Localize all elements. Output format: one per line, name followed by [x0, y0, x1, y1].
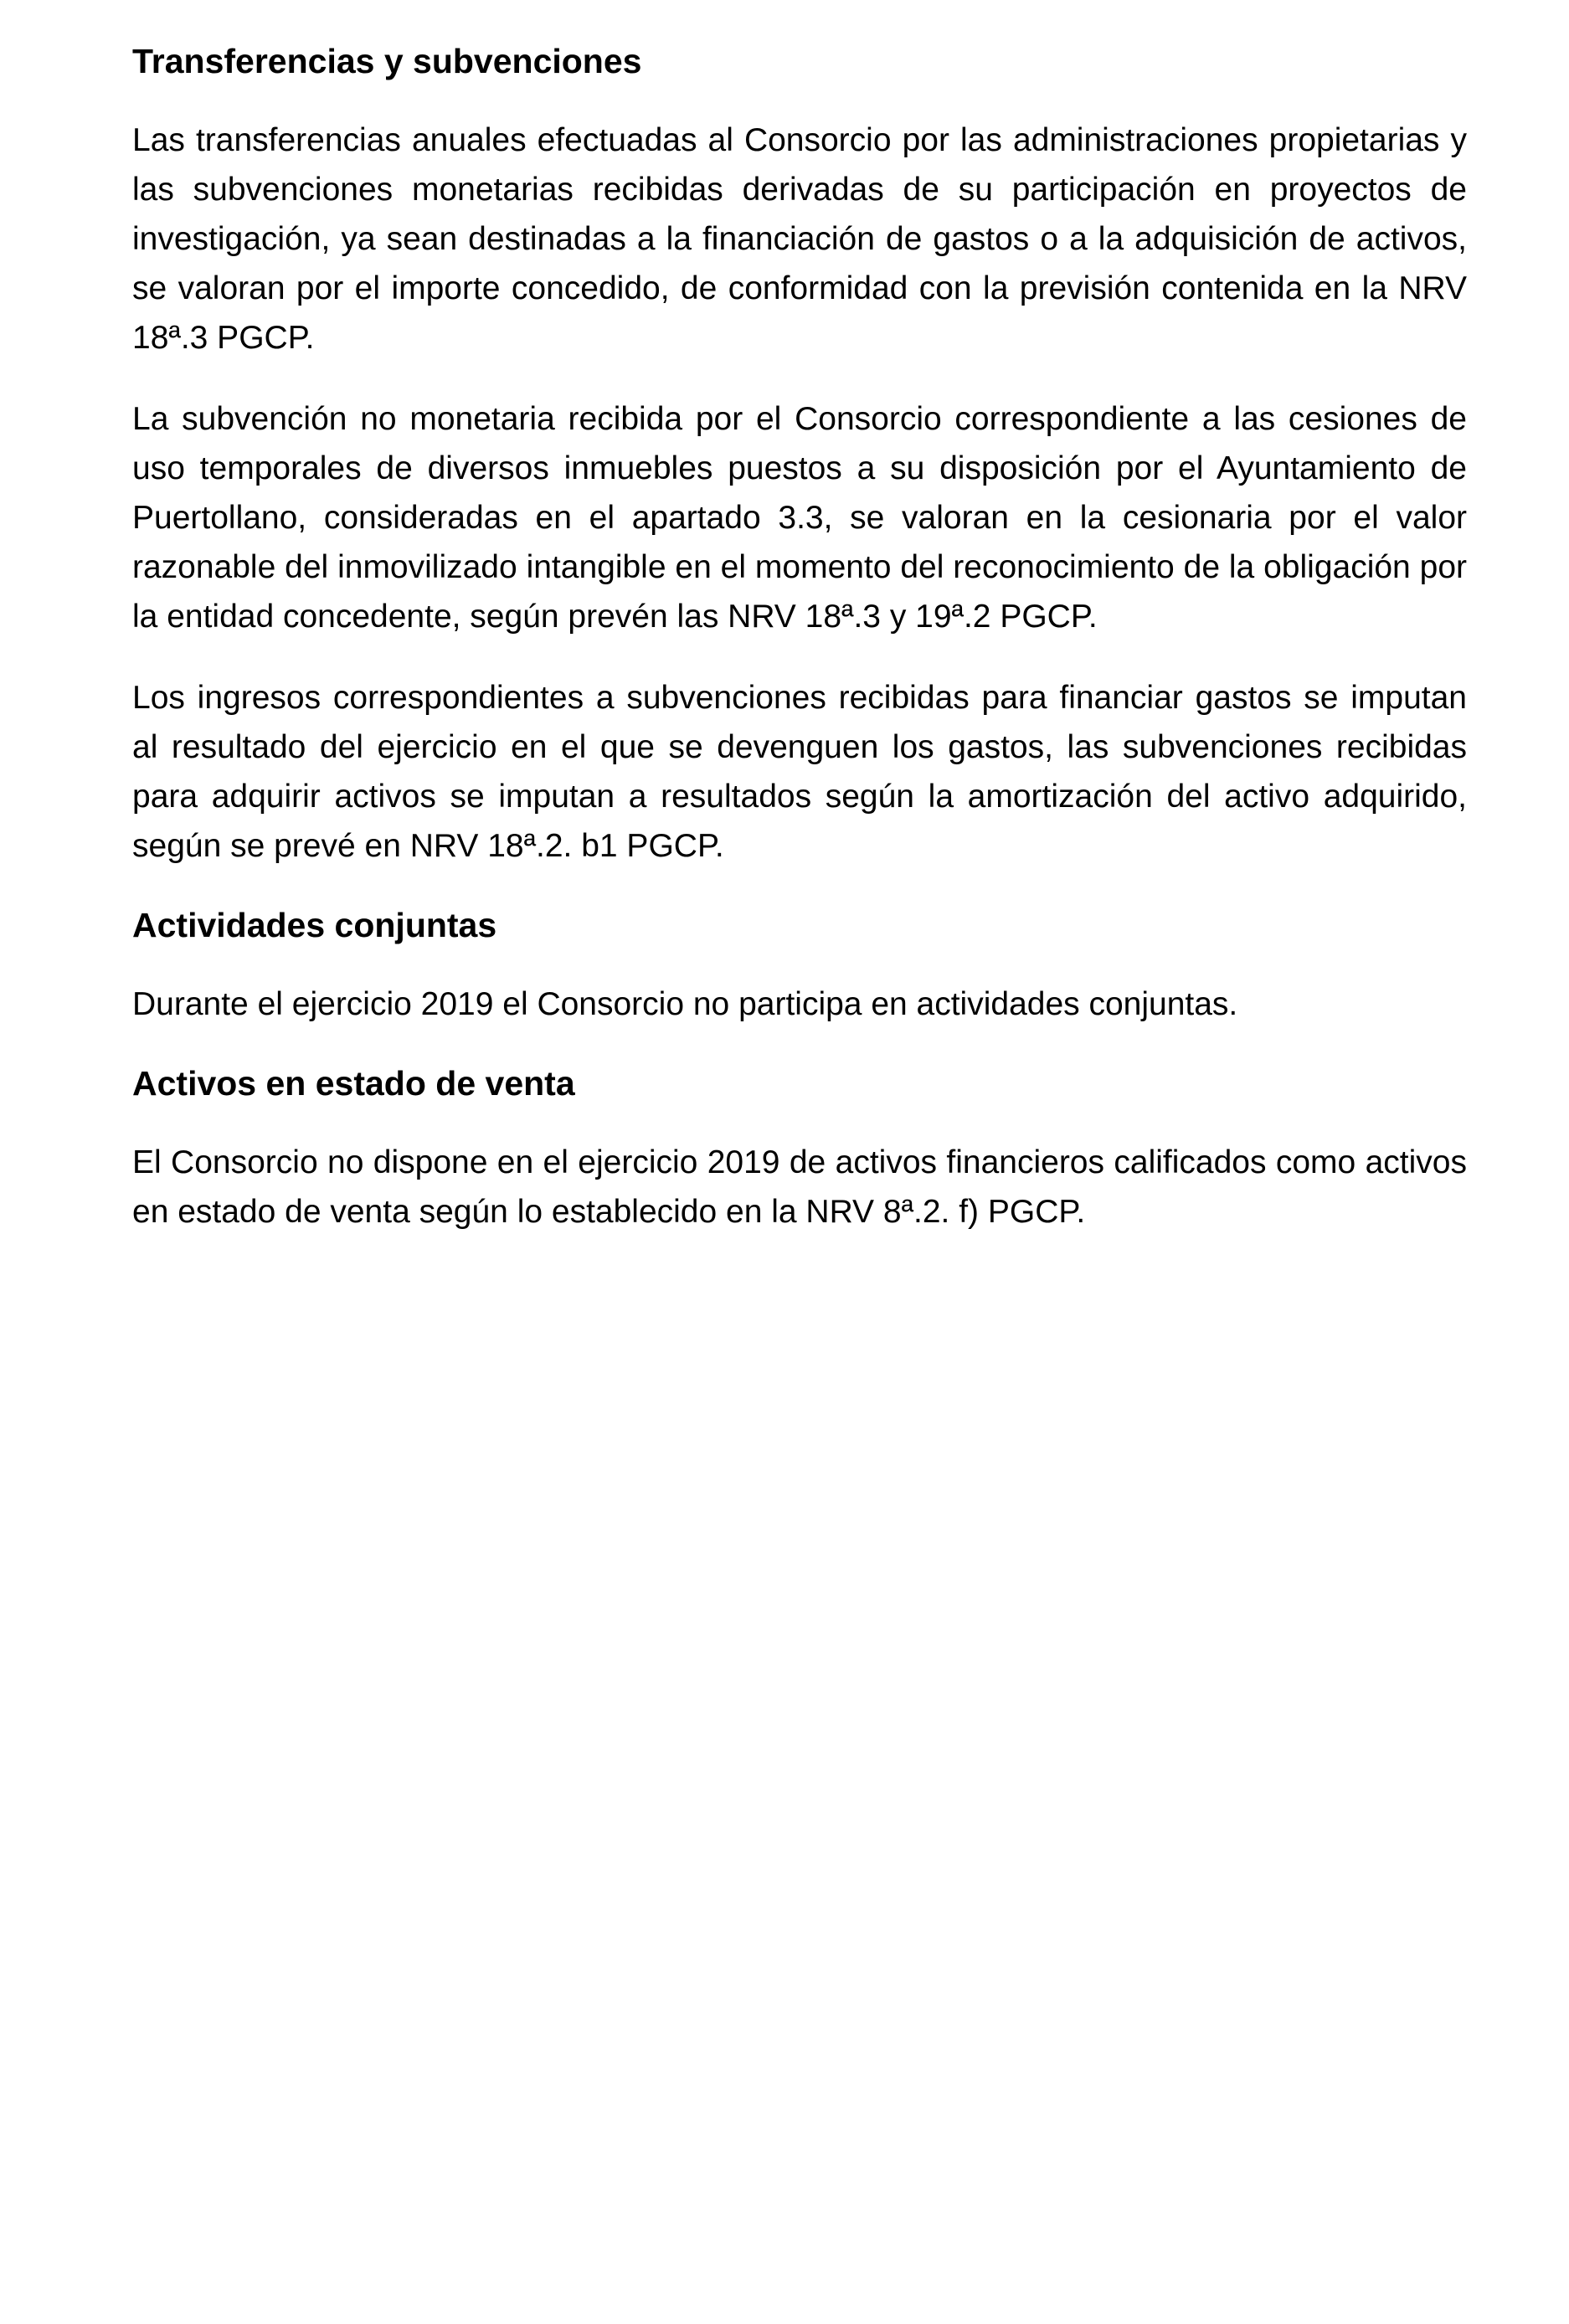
paragraph: El Consorcio no dispone en el ejercicio 2019 de activos financieros calificados como activos en estado de venta según lo establecido en la NRV 8ª.2. f) PGCP.	[132, 1144, 1467, 1230]
section-heading: Actividades conjuntas	[132, 906, 497, 944]
section-heading: Transferencias y subvenciones	[132, 42, 642, 80]
section-transferencias	[132, 37, 1467, 871]
paragraph: Los ingresos correspondientes a subvenciones recibidas para financiar gastos se imputan al resultado del ejercicio en el que se devenguen los gastos, las subvenciones recibidas para adquirir activos se imputan a resultados según la amortización del activo adquirido, según se prevé en NRV 18ª.2. b1 PGCP.	[132, 680, 1467, 864]
section-heading: Activos en estado de venta	[132, 1064, 575, 1103]
paragraph: Las transferencias anuales efectuadas al Consorcio por las administraciones propietarias y las subvenciones monetarias recibidas derivadas de su participación en proyectos de investigación, ya sean destinadas a la financiación de gastos o a la adquisición de activos, se valoran por el importe concedido, de conformidad con la previsión contenida en la NRV 18ª.3 PGCP.	[132, 122, 1467, 356]
section-activos-venta	[132, 1059, 1467, 1237]
document-page	[132, 37, 1467, 1268]
paragraph: Durante el ejercicio 2019 el Consorcio no participa en actividades conjuntas.	[132, 986, 1238, 1022]
paragraph: La subvención no monetaria recibida por el Consorcio correspondiente a las cesiones de uso temporales de diversos inmuebles puestos a su disposición por el Ayuntamiento de Puertollano, consideradas en el apartado 3.3, se valoran en la cesionaria por el valor razonable del inmovilizado intangible en el momento del reconocimiento de la obligación por la entidad concedente, según prevén las NRV 18ª.3 y 19ª.2 PGCP.	[132, 401, 1467, 635]
section-actividades-conjuntas	[132, 901, 1467, 1029]
